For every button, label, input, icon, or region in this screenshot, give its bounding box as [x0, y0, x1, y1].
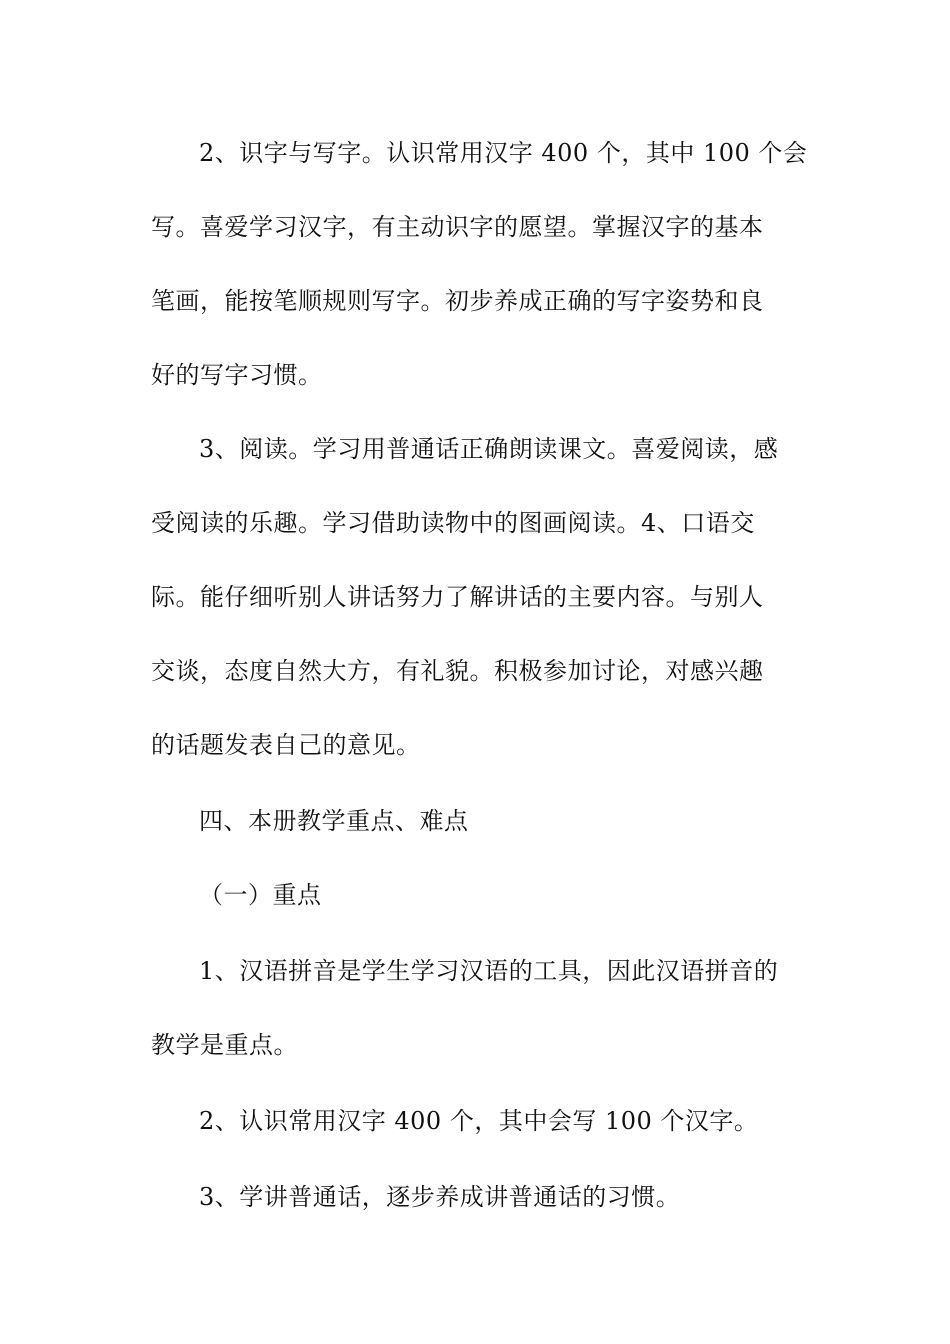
paragraph-line: 3、学讲普通话，逐步养成讲普通话的习惯。: [199, 1183, 681, 1211]
paragraph-line: 好的写字习惯。: [151, 361, 323, 389]
paragraph-line: 2、认识常用汉字 400 个，其中会写 100 个汉字。: [199, 1107, 759, 1135]
subsection-heading: （一）重点: [199, 881, 322, 909]
paragraph-line: 交谈，态度自然大方，有礼貌。积极参加讨论，对感兴趣: [151, 657, 764, 685]
paragraph-line: 2、识字与写字。认识常用汉字 400 个，其中 100 个会: [199, 139, 808, 167]
paragraph-line: 际。能仔细听别人讲话努力了解讲话的主要内容。与别人: [151, 583, 764, 611]
paragraph-line: 3、阅读。学习用普通话正确朗读课文。喜爱阅读，感: [199, 435, 779, 463]
paragraph-line: 受阅读的乐趣。学习借助读物中的图画阅读。4、口语交: [151, 509, 755, 537]
paragraph-line: 写。喜爱学习汉字，有主动识字的愿望。掌握汉字的基本: [151, 213, 764, 241]
paragraph-line: 1、汉语拼音是学生学习汉语的工具，因此汉语拼音的: [199, 957, 779, 985]
section-heading: 四、本册教学重点、难点: [199, 807, 469, 835]
paragraph-line: 的话题发表自己的意见。: [151, 731, 421, 759]
paragraph-line: 笔画，能按笔顺规则写字。初步养成正确的写字姿势和良: [151, 287, 764, 315]
paragraph-line: 教学是重点。: [151, 1031, 298, 1059]
